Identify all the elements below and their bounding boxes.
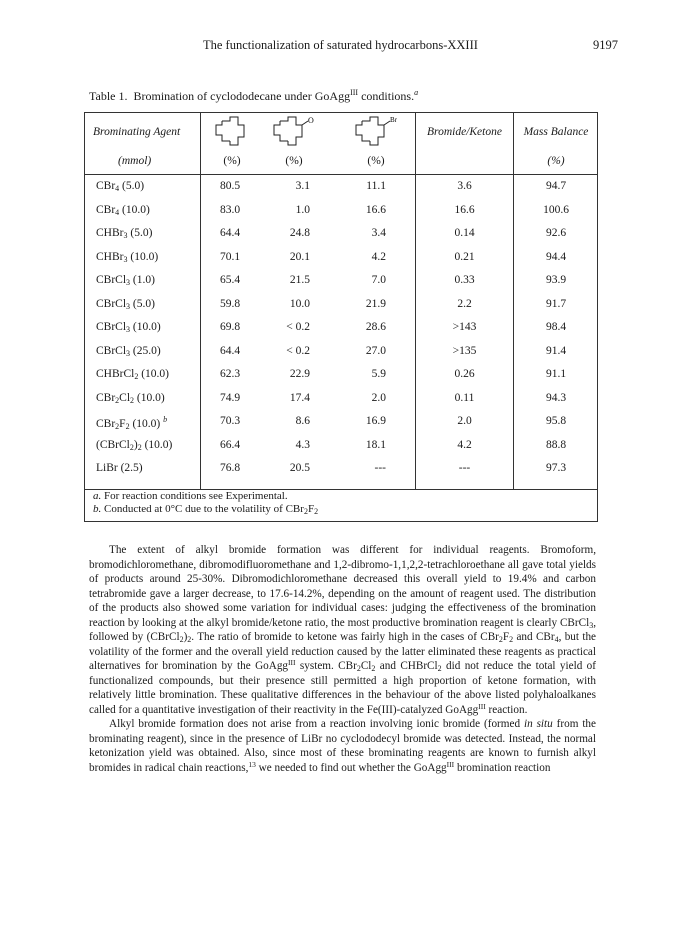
cell-col3: 11.1 xyxy=(366,180,386,192)
cell-col3: 18.1 xyxy=(365,438,386,451)
cell-agent: $CBr_2Cl_2$ (10.0) xyxy=(96,391,165,405)
table-caption xyxy=(89,88,418,104)
header-rule xyxy=(84,174,598,175)
cell-col1: 80.5 xyxy=(219,180,241,192)
cell-col2: 1.0 xyxy=(295,203,310,216)
cell-ratio: 4.2 xyxy=(457,438,472,451)
cell-col2: 17.4 xyxy=(289,391,310,404)
cell-col1: 70.1 xyxy=(219,250,241,263)
cell-ratio: 0.14 xyxy=(454,227,475,239)
cell-col3: 16.9 xyxy=(365,415,386,427)
cell-col3: --- xyxy=(374,462,386,474)
cell-ratio: 3.6 xyxy=(457,180,472,192)
cyclododecane-structure-icon xyxy=(210,115,250,147)
cell-ratio: 0.21 xyxy=(454,250,475,263)
header-col1-unit: (%) xyxy=(223,155,241,167)
cell-agent: CBrCl$_3$ (1.0) xyxy=(96,274,155,287)
cell-agent: CHBr$_3$ (5.0) xyxy=(96,227,153,240)
cell-agent: CBr$_4$ (5.0) xyxy=(96,180,145,193)
cell-agent: CBrCl$_3$ (25.0) xyxy=(96,344,161,358)
cell-ratio: 2.0 xyxy=(457,415,472,427)
oxygen-label: O xyxy=(308,116,314,125)
cell-col1: 83.0 xyxy=(219,203,241,216)
cell-agent: CBrCl$_3$ (5.0) xyxy=(96,297,155,311)
cell-col3: 5.9 xyxy=(371,368,386,380)
page-number: 9197 xyxy=(593,38,618,52)
cell-ratio: 2.2 xyxy=(457,297,472,310)
cell-balance: 94.7 xyxy=(545,180,567,192)
cell-col2: 20.1 xyxy=(289,250,310,263)
cell-col3: 16.6 xyxy=(365,203,386,216)
caption-main: Bromination of cyclododecane under GoAgg xyxy=(133,89,351,103)
cell-col2: 21.5 xyxy=(289,274,310,286)
caption-sup: III xyxy=(350,88,359,97)
cell-ratio: >143 xyxy=(452,321,477,333)
cell-agent: LiBr (2.5) xyxy=(96,462,143,474)
cell-ratio: 0.26 xyxy=(454,368,475,380)
cell-col1: 69.8 xyxy=(219,321,241,333)
cell-balance: 91.4 xyxy=(545,344,567,357)
cell-ratio: 16.6 xyxy=(454,203,475,216)
paragraph-1: The extent of alkyl bromide formation was different for individual reagents. Bromoform, bromodichloromethane, dibromodifluoromethane and 1,2-dibromo-1,1,2,2-tetrachloroethane all gave total yields of products around 25-30%. Dibromodichloromethane decreased this overall yield to 19.4% and carbon tetrabromide gave a larger decrease, to 17.6-14.2%, depending on the amount of reagent used. The distribution of the products also showed some variation for individual cases: judging the effectiveness of the bromination reaction by looking at the alkyl bromide/ketone ratio, the most productive bromination reagent is clearly CBrCl$_3$, followed by $(CBrCl_2)_2$. The ratio of bromide to ketone was fairly high in the cases of $CBr_2F_2$ and CBr$_4$, but the volatility of the former and the overall yield reduction caused by the latter eliminated these reagents as practical alternatives for bromination by the GoAgg$^{III}$ system. $CBr_2Cl_2$ and CHBrCl$_2$ did not reduce the total yield of functionalized compounds, but their presence still permitted a high proportion of ketone formation, with relatively little bromination. These qualitative differences in the behaviour of the above listed polyhaloalkanes called for a quantitative investigation of their reactivity in the Fe(III)-catalyzed GoAgg$^{III}$ reaction. xyxy=(89,544,597,716)
cell-ratio: --- xyxy=(458,462,471,474)
cell-col1: 74.9 xyxy=(219,391,241,404)
cell-balance: 92.6 xyxy=(545,227,567,239)
cell-col3: 7.0 xyxy=(371,274,386,286)
cell-agent: CHBr$_3$ (10.0) xyxy=(96,250,159,264)
cell-balance: 100.6 xyxy=(543,203,569,216)
cell-col1: 64.4 xyxy=(219,227,241,239)
cell-col1: 59.8 xyxy=(219,297,241,310)
cell-agent: CBrCl$_3$ (10.0) xyxy=(96,321,161,334)
cell-col1: 64.4 xyxy=(219,344,241,357)
caption-tail: conditions. xyxy=(358,89,415,103)
cell-col1: 66.4 xyxy=(219,438,241,451)
running-head-title: The functionalization of saturated hydrocarbons-XXIII xyxy=(203,38,478,52)
cell-col2: < 0.2 xyxy=(286,321,310,333)
caption-note: a xyxy=(414,88,419,97)
cell-col3: 27.0 xyxy=(365,344,386,357)
body-text xyxy=(89,543,596,775)
cell-agent: $CBr_2F_2$ (10.0) $^b$ xyxy=(96,415,168,431)
paragraph-2: Alkyl bromide formation does not arise from a reaction involving ionic bromide (formed in situ from the brominating reagent), since in the presence of LiBr no cyclododecyl bromide was detected. Instead, the normal ketonization yield was obtained. Also, since most of these brominating reagents are known to furnish alkyl bromides in radical chain reactions,$^{13}$ we needed to find out whether the GoAgg$^{III}$ bromination reaction xyxy=(89,718,596,774)
column-divider xyxy=(200,112,201,489)
header-balance-unit: (%) xyxy=(547,155,565,167)
header-col3-unit: (%) xyxy=(367,155,385,167)
cell-ratio: 0.11 xyxy=(454,391,475,404)
cell-col3: 21.9 xyxy=(365,297,386,310)
cyclododecyl-bromide-structure-icon xyxy=(350,115,402,147)
cell-col2: 3.1 xyxy=(295,180,310,192)
footnote-a: a. For reaction conditions see Experimental. xyxy=(93,490,288,502)
header-agent-unit: (mmol) xyxy=(118,155,152,167)
cell-balance: 91.1 xyxy=(545,368,567,380)
cell-agent: $(CBrCl_2)_2$ (10.0) xyxy=(96,438,173,452)
caption-prefix: Table 1. xyxy=(89,89,128,103)
running-head xyxy=(0,38,680,54)
cell-col2: 10.0 xyxy=(289,297,310,310)
cell-ratio: 0.33 xyxy=(454,274,475,286)
cell-balance: 98.4 xyxy=(545,321,567,333)
footnote-b: b. Conducted at 0°C due to the volatility of $CBr_2F_2$ xyxy=(93,503,319,516)
bromine-label: Br xyxy=(390,116,397,124)
cell-col2: 24.8 xyxy=(289,227,310,239)
cyclododecanone-structure-icon xyxy=(268,115,316,147)
cell-col1: 76.8 xyxy=(219,462,241,474)
cell-col2: 8.6 xyxy=(295,415,310,427)
cell-col2: 4.3 xyxy=(295,438,310,451)
cell-balance: 88.8 xyxy=(545,438,567,451)
cell-balance: 91.7 xyxy=(545,297,567,310)
cell-col2: < 0.2 xyxy=(286,344,310,357)
header-agent: Brominating Agent xyxy=(93,126,181,138)
cell-agent: CBr$_4$ (10.0) xyxy=(96,203,150,217)
cell-col2: 22.9 xyxy=(289,368,310,380)
cell-ratio: >135 xyxy=(452,344,477,357)
cell-col3: 4.2 xyxy=(371,250,386,263)
cell-balance: 94.3 xyxy=(545,391,567,404)
header-balance: Mass Balance xyxy=(523,126,589,138)
cell-balance: 93.9 xyxy=(545,274,567,286)
cell-balance: 95.8 xyxy=(545,415,567,427)
cell-col1: 65.4 xyxy=(219,274,241,286)
cell-agent: CHBrCl$_2$ (10.0) xyxy=(96,368,170,381)
header-ratio: Bromide/Ketone xyxy=(427,126,502,138)
cell-col1: 62.3 xyxy=(219,368,241,380)
cell-col3: 2.0 xyxy=(371,391,386,404)
cell-col1: 70.3 xyxy=(219,415,241,427)
cell-col2: 20.5 xyxy=(289,462,310,474)
cell-balance: 94.4 xyxy=(545,250,567,263)
cell-balance: 97.3 xyxy=(545,462,567,474)
cell-col3: 28.6 xyxy=(365,321,386,333)
cell-col3: 3.4 xyxy=(371,227,386,239)
header-col2-unit: (%) xyxy=(285,155,303,167)
